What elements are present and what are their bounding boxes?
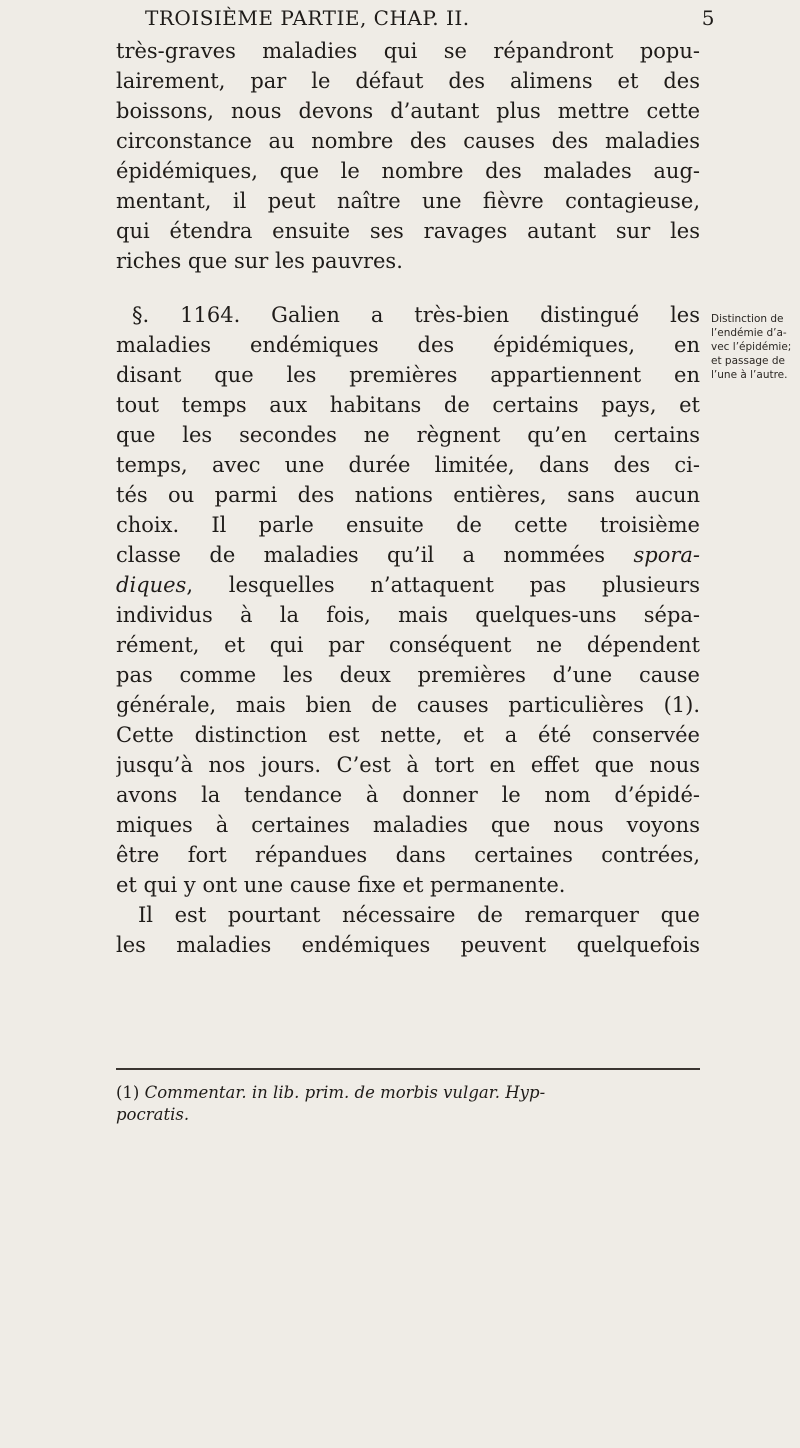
text-segment: , lesquelles n’attaquent pas plusieurs [186,573,700,597]
footnote-marker: (1) [116,1083,145,1102]
text-line: mentant, il peut naître une fièvre contagieuse, [116,189,700,213]
footnote-text: Commentar. in lib. prim. de morbis vulgar. Hyp- [144,1083,546,1102]
margin-note-line: l’une à l’autre. [711,369,788,381]
margin-note-line: vec l’épidémie; [711,341,792,353]
footnote-text-continued: pocratis. [116,1105,190,1124]
text-line: temps, avec une durée limitée, dans des ci- [116,453,700,477]
footnote [116,1082,700,1126]
text-line: qui étendra ensuite ses ravages autant sur les [116,219,700,243]
text-segment: classe de maladies qu’il a nommées [116,543,634,567]
text-line: tés ou parmi des nations entières, sans aucun [116,483,700,507]
text-line: jusqu’à nos jours. C’est à tort en effet que nous [116,753,700,777]
text-line: très-graves maladies qui se répandront popu- [116,39,700,63]
margin-note-line: l’endémie d’a- [711,327,787,339]
text-line [116,570,700,600]
text-line: épidémiques, que le nombre des malades aug- [116,159,700,183]
paragraph-1 [116,36,700,276]
text-line: Il est pourtant nécessaire de remarquer que [138,903,700,927]
text-line: tout temps aux habitans de certains pays, et [116,393,700,417]
text-line: être fort répandues dans certaines contrées, [116,843,700,867]
text-line: et qui y ont une cause fixe et permanente. [116,873,566,897]
text-line: choix. Il parle ensuite de cette troisième [116,513,700,537]
text-line: lairement, par le défaut des alimens et des [116,69,700,93]
margin-note-line: Distinction de [711,313,784,325]
text-line: les maladies endémiques peuvent quelquefois [116,933,700,957]
running-title: TROISIÈME PARTIE, CHAP. II. [145,6,470,30]
paragraph-2 [116,300,700,960]
text-line: boissons, nous devons d’autant plus mettre cette [116,99,700,123]
text-line: rément, et qui par conséquent ne dépendent [116,633,700,657]
text-line: pas comme les deux premières d’une cause [116,663,700,687]
text-line: riches que sur les pauvres. [116,249,403,273]
text-line: disant que les premières appartiennent en [116,363,700,387]
text-line: générale, mais bien de causes particulières (1). [116,693,700,717]
text-line: miques à certaines maladies que nous voyons [116,813,700,837]
text-line: avons la tendance à donner le nom d’épidé- [116,783,700,807]
margin-note-line: et passage de [711,355,785,367]
page-number: 5 [701,6,715,30]
text-line: §. 1164. Galien a très-bien distingué les [132,303,700,327]
text-line: individus à la fois, mais quelques-uns sépa- [116,603,700,627]
text-line: que les secondes ne règnent qu’en certains [116,423,700,447]
text-line [116,540,700,570]
italic-term: spora- [633,543,700,567]
footnote-rule [116,1068,700,1070]
margin-note [711,312,799,382]
italic-term: diques [116,573,187,597]
text-line: maladies endémiques des épidémiques, en [116,333,700,357]
text-line: circonstance au nombre des causes des maladies [116,129,700,153]
text-line: Cette distinction est nette, et a été conservée [116,723,700,747]
